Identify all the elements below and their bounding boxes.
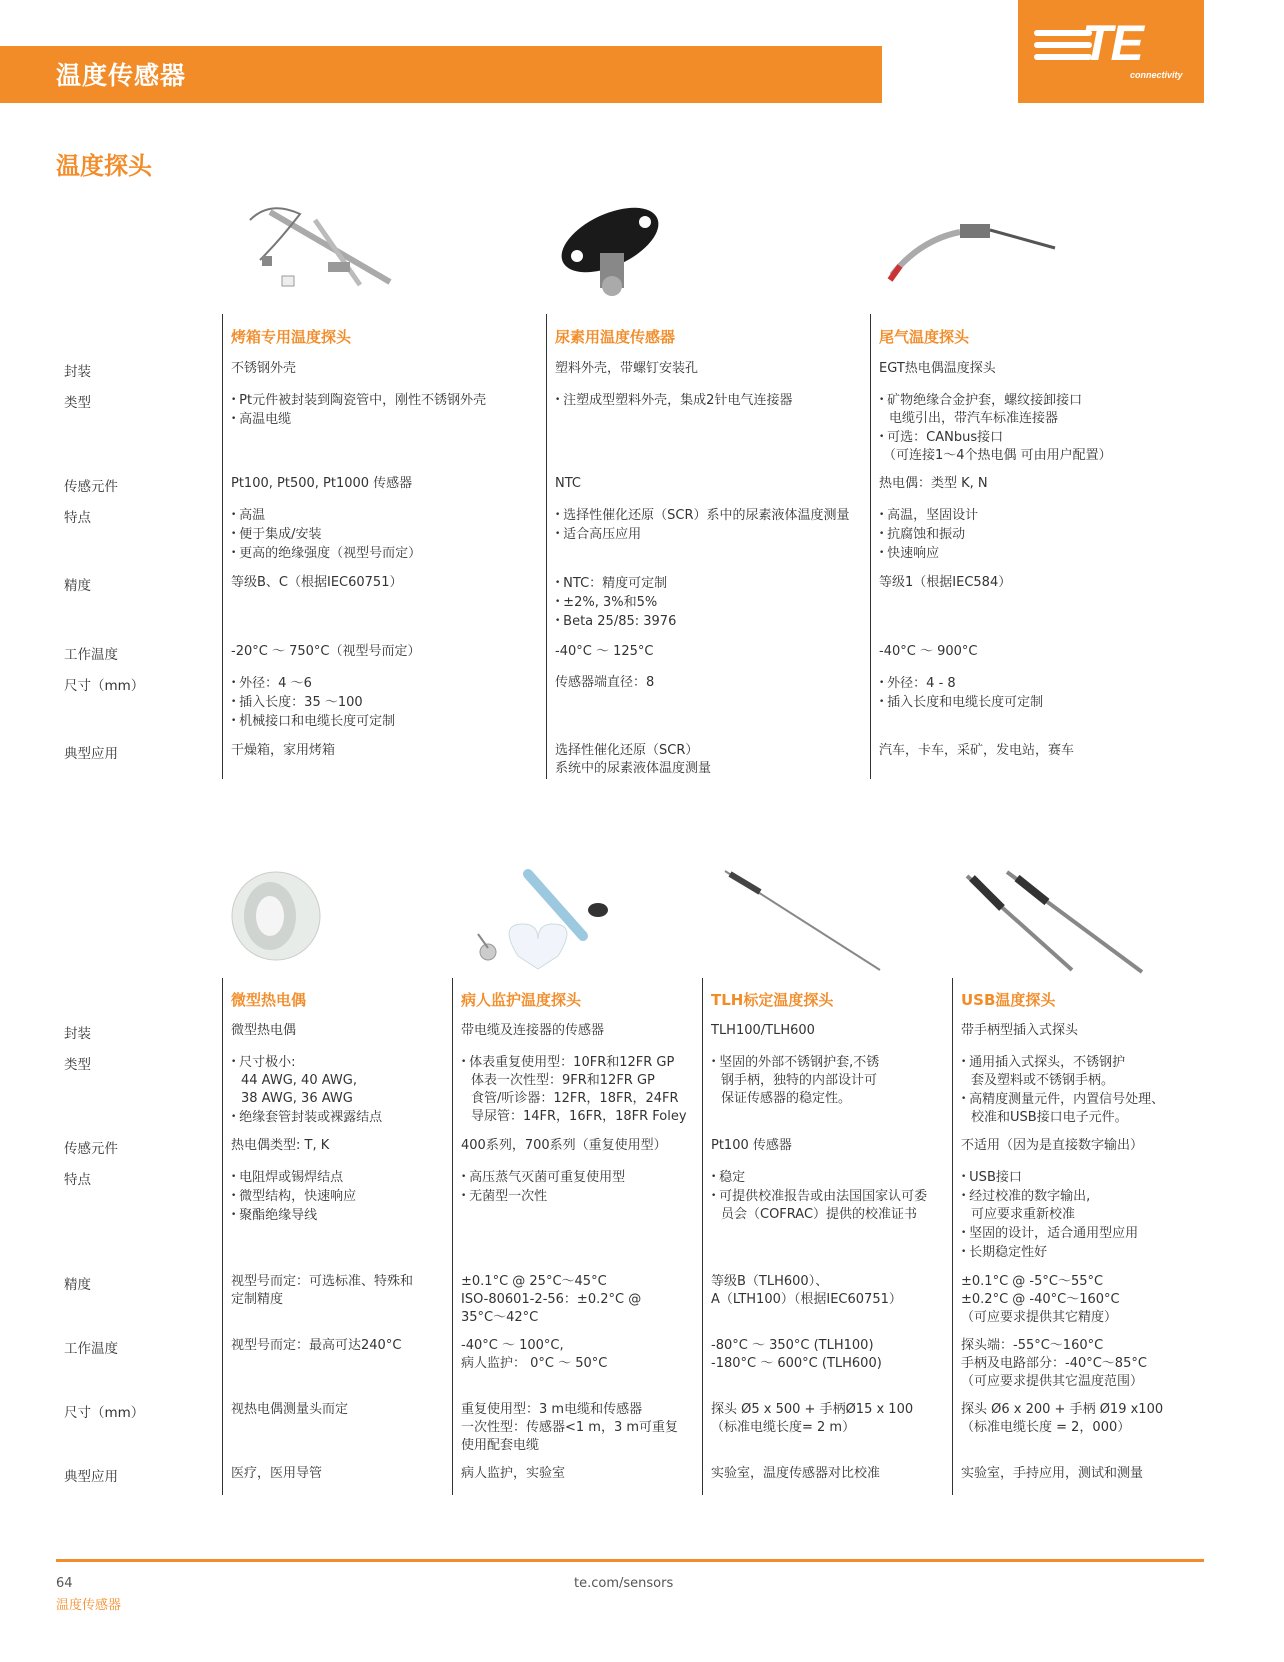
row-label-temperature: 工作温度: [64, 1341, 118, 1357]
cell-temperature: 探头端：-55°C～160°C 手柄及电路部分：-40°C～85°C （可应要求提供其它温度范围）: [961, 1338, 1147, 1389]
column-divider: [222, 314, 223, 779]
cell-temperature: -40°C ～ 100°C, 病人监护： 0°C ～ 50°C: [461, 1338, 608, 1371]
cell-package: EGT热电偶温度探头: [879, 361, 996, 376]
usb-probe-image: [962, 866, 1152, 976]
cell-element: 热电偶类型: T, K: [231, 1138, 330, 1153]
cell-application: 实验室，手持应用，测试和测量: [961, 1466, 1144, 1481]
cell-size: • 外径：4 ～6 • 插入长度：35 ～100 • 机械接口和电缆长度可定制: [231, 674, 395, 731]
cell-type: • 尺寸极小: 44 AWG, 40 AWG, 38 AWG, 36 AWG • 绝缘套管封装或裸露结点: [231, 1053, 382, 1127]
header-banner: [0, 46, 882, 103]
column-divider: [452, 978, 453, 1495]
cell-accuracy: 等级1（根据IEC584）: [879, 575, 1012, 590]
cell-element: 400系列，700系列（重复使用型）: [461, 1138, 667, 1153]
column-divider: [870, 314, 871, 779]
row-label-type: 类型: [64, 1057, 91, 1073]
row-label-size: 尺寸（mm）: [64, 1405, 145, 1421]
cell-element: NTC: [555, 476, 581, 491]
cell-type: • 坚固的外部不锈钢护套,不锈 钢手柄，独特的内部设计可 保证传感器的稳定性。: [711, 1053, 879, 1108]
cell-type: • 通用插入式探头，不锈钢护 套及塑料或不锈钢手柄。 • 高精度测量元件，内置信号处理、 校准和USB接口电子元件。: [961, 1053, 1164, 1127]
row-label-package: 封装: [64, 1026, 91, 1042]
exhaust-probe-image: [880, 210, 1060, 290]
row-label-application: 典型应用: [64, 1469, 118, 1485]
te-logo[interactable]: [1018, 0, 1204, 103]
row-label-features: 特点: [64, 1172, 91, 1188]
cell-package: 不锈钢外壳: [231, 361, 297, 376]
cell-temperature: -20°C ～ 750°C（视型号而定）: [231, 644, 421, 659]
cell-application: 病人监护，实验室: [461, 1466, 566, 1481]
cell-package: 带手柄型插入式探头: [961, 1023, 1079, 1038]
cell-type: • Pt元件被封装到陶瓷管中，刚性不锈钢外壳 • 高温电缆: [231, 391, 486, 429]
product-title-tlh-probe: TLH标定温度探头: [711, 991, 834, 1009]
section-title: 温度探头: [56, 152, 152, 180]
cell-size: 视热电偶测量头而定: [231, 1402, 349, 1417]
cell-accuracy: • NTC：精度可定制 • ±2%, 3%和5% • Beta 25/85: 3976: [555, 574, 676, 631]
column-divider: [702, 978, 703, 1495]
cell-type: • 体表重复使用型：10FR和12FR GP 体表一次性型：9FR和12FR GP 食管/听诊器：12FR，18FR，24FR 导尿管：14FR，16FR，18FR Foley: [461, 1053, 687, 1126]
footer-url-link[interactable]: te.com/sensors: [574, 1576, 674, 1591]
cell-size: 探头 Ø6 x 200 + 手柄 Ø19 x100 （标准电缆长度 = 2，000）: [961, 1402, 1164, 1435]
cell-size: 探头 Ø5 x 500 + 手柄Ø15 x 100 （标准电缆长度= 2 m）: [711, 1402, 914, 1435]
product-title-oven-probe: 烤箱专用温度探头: [231, 328, 352, 346]
row-label-element: 传感元件: [64, 1141, 118, 1157]
cell-accuracy: 等级B、C（根据IEC60751）: [231, 575, 403, 590]
row-label-temperature: 工作温度: [64, 647, 118, 663]
oven-probe-image: [240, 200, 400, 296]
logo-subtext: connectivity: [1130, 70, 1183, 80]
row-label-features: 特点: [64, 510, 91, 526]
urea-sensor-image: [555, 198, 665, 298]
cell-features: • 选择性催化还原（SCR）系中的尿素液体温度测量 • 适合高压应用: [555, 506, 850, 544]
product-title-urea-sensor: 尿素用温度传感器: [555, 328, 676, 346]
cell-element: Pt100, Pt500, Pt1000 传感器: [231, 476, 413, 491]
cell-application: 医疗，医用导管: [231, 1466, 323, 1481]
cell-element: 不适用（因为是直接数字输出）: [961, 1138, 1144, 1153]
cell-accuracy: 视型号而定：可选标准、特殊和 定制精度: [231, 1274, 414, 1307]
row-label-package: 封装: [64, 364, 91, 380]
logo-text: TE: [1082, 15, 1142, 71]
tlh-probe-image: [720, 866, 890, 976]
cell-temperature: -80°C ～ 350°C (TLH100) -180°C ～ 600°C (TLH600): [711, 1338, 882, 1371]
cell-type: • 矿物绝缘合金护套，螺纹接卸接口 电缆引出，带汽车标准连接器 • 可选：CANbus接口 （可连接1～4个热电偶 可由用户配置）: [879, 391, 1112, 465]
cell-element: Pt100 传感器: [711, 1138, 792, 1153]
cell-size: • 外径：4 - 8 • 插入长度和电缆长度可定制: [879, 674, 1043, 712]
cell-accuracy: ±0.1°C @ 25°C～45°C ISO-80601-2-56：±0.2°C @ 35°C～42°C: [461, 1274, 642, 1325]
cell-package: 塑料外壳，带螺钉安装孔: [555, 361, 699, 376]
row-label-type: 类型: [64, 395, 91, 411]
cell-temperature: -40°C ～ 125°C: [555, 644, 654, 659]
page-number: 64: [56, 1576, 73, 1591]
micro-thermocouple-image: [226, 868, 326, 964]
cell-package: 带电缆及连接器的传感器: [461, 1023, 605, 1038]
row-label-accuracy: 精度: [64, 1277, 91, 1293]
cell-features: • USB接口 • 经过校准的数字输出, 可应要求重新校准 • 坚固的设计，适合通用型应用 • 长期稳定性好: [961, 1168, 1138, 1262]
patient-probe-image: [458, 864, 618, 974]
cell-features: • 高温，坚固设计 • 抗腐蚀和振动 • 快速响应: [879, 506, 978, 563]
cell-application: 汽车，卡车，采矿，发电站，赛车: [879, 743, 1075, 758]
footer-divider: [56, 1559, 1204, 1562]
header-title: 温度传感器: [56, 61, 187, 90]
cell-accuracy: 等级B（TLH600）、 A（LTH100）（根据IEC60751）: [711, 1274, 902, 1307]
cell-accuracy: ±0.1°C @ -5°C～55°C ±0.2°C @ -40°C～160°C （可应要求提供其它精度）: [961, 1274, 1120, 1325]
cell-application: 选择性催化还原（SCR） 系统中的尿素液体温度测量: [555, 743, 712, 776]
cell-temperature: -40°C ～ 900°C: [879, 644, 978, 659]
cell-application: 干燥箱，家用烤箱: [231, 743, 336, 758]
column-divider: [222, 978, 223, 1495]
product-title-patient-probe: 病人监护温度探头: [461, 991, 582, 1009]
row-label-element: 传感元件: [64, 479, 118, 495]
cell-element: 热电偶：类型 K, N: [879, 476, 988, 491]
cell-application: 实验室，温度传感器对比校准: [711, 1466, 881, 1481]
product-title-exhaust-probe: 尾气温度探头: [879, 328, 970, 346]
cell-features: • 稳定 • 可提供校准报告或由法国国家认可委 员会（COFRAC）提供的校准证书: [711, 1168, 927, 1224]
row-label-application: 典型应用: [64, 746, 118, 762]
cell-features: • 高压蒸气灭菌可重复使用型 • 无菌型一次性: [461, 1168, 625, 1206]
cell-features: • 高温 • 便于集成/安装 • 更高的绝缘强度（视型号而定）: [231, 506, 421, 563]
column-divider: [546, 314, 547, 779]
cell-temperature: 视型号而定：最高可达240°C: [231, 1338, 402, 1353]
footer-section-name: 温度传感器: [56, 1598, 122, 1613]
column-divider: [952, 978, 953, 1495]
product-title-usb-probe: USB温度探头: [961, 991, 1056, 1009]
cell-type: • 注塑成型塑料外壳，集成2针电气连接器: [555, 391, 792, 410]
row-label-accuracy: 精度: [64, 578, 91, 594]
cell-features: • 电阻焊或锡焊结点 • 微型结构，快速响应 • 聚酯绝缘导线: [231, 1168, 356, 1225]
row-label-size: 尺寸（mm）: [64, 678, 145, 694]
cell-size: 重复使用型：3 m电缆和传感器 一次性型：传感器<1 m，3 m可重复 使用配套电缆: [461, 1402, 679, 1453]
cell-package: 微型热电偶: [231, 1023, 297, 1038]
product-title-micro-thermocouple: 微型热电偶: [231, 991, 307, 1009]
cell-size: 传感器端直径：8: [555, 675, 655, 690]
cell-package: TLH100/TLH600: [711, 1023, 815, 1038]
